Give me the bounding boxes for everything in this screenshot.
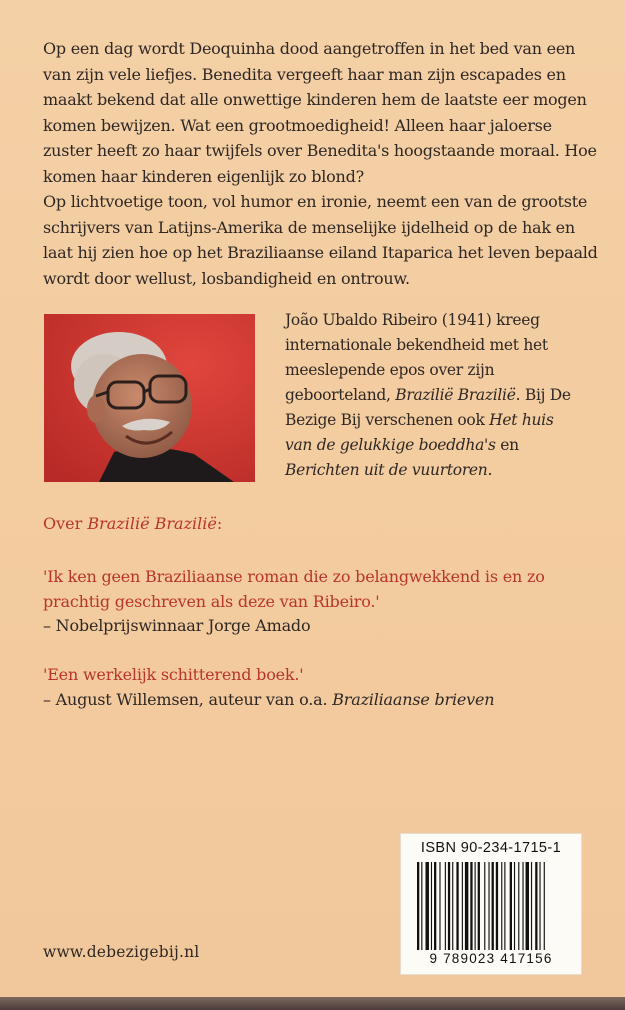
- isbn-label: ISBN 90-234-1715-1: [420, 840, 562, 856]
- reviews-heading-prefix: Over: [43, 514, 88, 533]
- blurb-paragraph-2: Op lichtvoetige toon, vol humor en ironie, neemt een van de grootste schrijvers van Latijns-Amerika de menselijke ijdelheid op de hak en laat hij zien hoe op het Braziliaanse eiland Itaparica het leven bepaald wordt door wellust, losbandigheid en ontrouw.: [43, 192, 598, 288]
- bio-text-1: João Ubaldo Ribeiro (1941) kreeg internationale bekendheid met het meeslepende epos over zijn geboorteland,: [285, 311, 548, 404]
- isbn-barcode: [400, 833, 582, 975]
- review-quote-2-attribution: [43, 688, 583, 713]
- bio-text-4: .: [487, 461, 493, 479]
- review-quote-2-attribution-prefix: – August Willemsen, auteur van o.a.: [43, 689, 333, 709]
- author-photo: [44, 314, 255, 482]
- bio-text-2: . Bij De Bezige Bij verschenen ook: [285, 386, 571, 429]
- reviews-heading-title: Brazilië Brazilië: [87, 514, 217, 533]
- bio-title-1: Brazilië Brazilië: [395, 386, 516, 404]
- barcode-bars-icon: [417, 862, 567, 950]
- bio-title-3: Berichten uit de vuurtoren: [285, 461, 488, 479]
- reviews-heading-suffix: :: [216, 514, 223, 533]
- blurb-paragraph-1: Op een dag wordt Deoquinha dood aangetroffen in het bed van een van zijn vele liefjes. Benedita vergeeft haar man zijn escapades en maakt bekend dat alle onwettige kinderen hem de laatste eer mogen komen bewijzen. Wat een grootmoedigheid! Alleen haar jaloerse zuster heeft zo haar twijfels over Benedita's hoogstaande moraal. Hoe komen haar kinderen eigenlijk zo blond?: [43, 39, 597, 186]
- review-quote-1-text: 'Ik ken geen Braziliaanse roman die zo belangwekkend is en zo prachtig geschreven als deze van Ribeiro.': [43, 567, 545, 611]
- page-edge: [0, 997, 625, 1010]
- ean-number: 9 789023 417156: [429, 951, 553, 966]
- review-quote-1-attribution: – Nobelprijswinnaar Jorge Amado: [43, 616, 311, 635]
- review-quote-2-attribution-title: Braziliaanse brieven: [332, 689, 495, 709]
- reviews-heading: [43, 512, 222, 536]
- publisher-website: www.debezigebij.nl: [43, 943, 200, 961]
- bio-text-3: en: [495, 436, 519, 454]
- review-quote-1: [43, 565, 583, 639]
- bio-title-2: Het huis van de gelukkige boeddha's: [285, 411, 554, 454]
- author-bio: [285, 308, 585, 483]
- review-quote-2: [43, 663, 583, 712]
- review-quote-2-text: 'Een werkelijk schitterend boek.': [43, 665, 304, 684]
- blurb: [43, 36, 603, 291]
